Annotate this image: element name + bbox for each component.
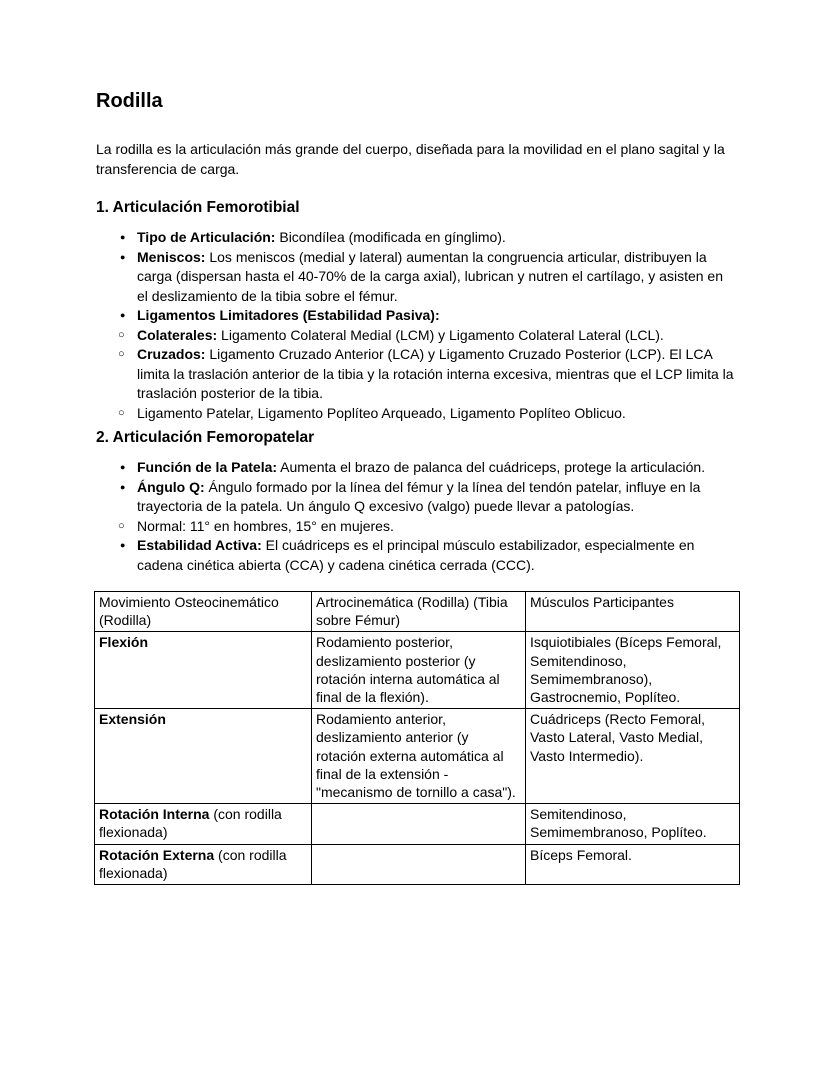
list-item-bold: Estabilidad Activa:: [137, 537, 262, 553]
cell-bold-text: Rotación Interna: [99, 806, 210, 823]
circle-bullet-icon: ○: [118, 328, 125, 341]
circle-bullet-icon: ○: [118, 406, 125, 419]
list-item-text: Ligamento Patelar, Ligamento Poplíteo Arqueado, Ligamento Poplíteo Oblicuo.: [137, 404, 626, 421]
sub-list: [96, 517, 737, 537]
list-item: [96, 306, 737, 423]
intro-paragraph: La rodilla es la articulación más grande del cuerpo, diseñada para la movilidad en el plano sagital y la transferencia de carga.: [96, 141, 725, 177]
sub-list-item: [96, 404, 737, 424]
list-item-bold: Función de la Patela:: [137, 459, 278, 475]
table-cell-musculos: Cuádriceps (Recto Femoral, Vasto Lateral, Vasto Medial, Vasto Intermedio).: [526, 709, 740, 804]
bullet-icon: ●: [120, 232, 126, 242]
list-item: [96, 248, 737, 307]
table-cell-artrocinematica: [312, 844, 526, 884]
list-item-text: Ángulo formado por la línea del fémur y la línea del tendón patelar, influye en la trayectoria de la patela. Un ángulo Q excesivo (valgo) puede llevar a patologías.: [137, 478, 701, 514]
table-cell-musculos: Bíceps Femoral.: [526, 844, 740, 884]
cell-bold-text: Flexión: [99, 634, 149, 651]
list-item-text: Ligamento Colateral Medial (LCM) y Ligamento Colateral Lateral (LCL).: [217, 326, 664, 343]
list-item-bold: Ángulo Q:: [137, 478, 205, 495]
sub-list-item: [96, 345, 737, 404]
bullet-icon: ●: [120, 251, 126, 262]
table-cell-movimiento: [95, 844, 312, 884]
list-item-bold: Tipo de Articulación:: [137, 229, 276, 245]
circle-bullet-icon: ○: [118, 348, 125, 360]
section-1-heading: 1. Articulación Femorotibial: [96, 199, 300, 216]
section-femorotibial: [96, 197, 737, 423]
list-item: [96, 228, 737, 248]
list-item-text: Aumenta el brazo de palanca del cuádriceps, protege la articulación.: [277, 459, 706, 475]
table-cell-artrocinematica: Rodamiento anterior, deslizamiento anterior (y rotación externa automática al final de la extensión - "mecanismo de tornillo a casa").: [312, 709, 526, 804]
table-row: [95, 844, 740, 884]
sub-list-item: [96, 326, 737, 346]
list-item-text: Los meniscos (medial y lateral) aumentan la congruencia articular, distribuyen la carga (dispersan hasta el 40-70% de la carga axial), lubrican y nutren el cartílago, y asisten en el deslizamiento de la tibia sobre el fémur.: [137, 248, 723, 304]
table-cell-artrocinematica: [312, 804, 526, 844]
section-2-heading: 2. Articulación Femoropatelar: [96, 429, 315, 446]
list-item-bold: Cruzados:: [137, 346, 206, 362]
list-item-text: Bicondílea (modificada en gínglimo).: [275, 229, 506, 245]
table-header-artrocinematica: Artrocinemática (Rodilla) (Tibia sobre Fémur): [312, 592, 526, 632]
cell-text: (con rodilla flexionada): [99, 846, 287, 881]
table-cell-musculos: Semitendinoso, Semimembranoso, Poplíteo.: [526, 804, 740, 844]
bullet-icon: ●: [120, 481, 126, 492]
table-cell-movimiento: [95, 804, 312, 844]
movements-table: [94, 591, 740, 885]
page-title: Rodilla: [96, 90, 163, 112]
table-header-movimiento: Movimiento Osteocinemático (Rodilla): [95, 592, 312, 632]
list-item: [96, 478, 737, 537]
section-1-list: [96, 228, 737, 423]
cell-bold-text: Rotación Externa: [99, 846, 215, 863]
table-header-musculos: Músculos Participantes: [526, 592, 740, 632]
table-cell-artrocinematica: Rodamiento posterior, deslizamiento posterior (y rotación interna automática al final de la flexión).: [312, 632, 526, 709]
cell-text: (con rodilla flexionada): [99, 806, 282, 841]
table-cell-movimiento: [95, 709, 312, 804]
list-item-bold: Ligamentos Limitadores (Estabilidad Pasiva):: [137, 307, 440, 323]
bullet-icon: ●: [120, 540, 126, 550]
list-item-text: Normal: 11° en hombres, 15° en mujeres.: [137, 517, 394, 534]
list-item: [96, 536, 737, 575]
cell-bold-text: Extensión: [99, 711, 166, 728]
list-item-bold: Meniscos:: [137, 248, 206, 265]
list-item-text: Ligamento Cruzado Anterior (LCA) y Ligamento Cruzado Posterior (LCP). El LCA limita la traslación anterior de la tibia y la rotación interna excesiva, mientras que el LCP limita la traslación posterior de la tibia.: [137, 346, 734, 401]
circle-bullet-icon: ○: [118, 519, 125, 532]
section-2-list: [96, 458, 737, 575]
list-item-bold: Colaterales:: [137, 326, 218, 343]
list-item: [96, 458, 737, 478]
table-row: [95, 709, 740, 804]
table-row: [95, 632, 740, 709]
table-header-row: [95, 592, 740, 632]
table-row: [95, 804, 740, 844]
table-cell-movimiento: [95, 632, 312, 709]
list-item-text: El cuádriceps es el principal músculo estabilizador, especialmente en cadena cinética abierta (CCA) y cadena cinética cerrada (CCC).: [137, 537, 695, 573]
sub-list-item: [96, 517, 737, 537]
bullet-icon: ●: [120, 462, 126, 472]
bullet-icon: ●: [120, 310, 126, 320]
table-cell-musculos: Isquiotibiales (Bíceps Femoral, Semitendinoso, Semimembranoso), Gastrocnemio, Poplíteo.: [526, 632, 740, 709]
section-femoropatelar: [96, 427, 737, 575]
sub-list: [96, 326, 737, 424]
